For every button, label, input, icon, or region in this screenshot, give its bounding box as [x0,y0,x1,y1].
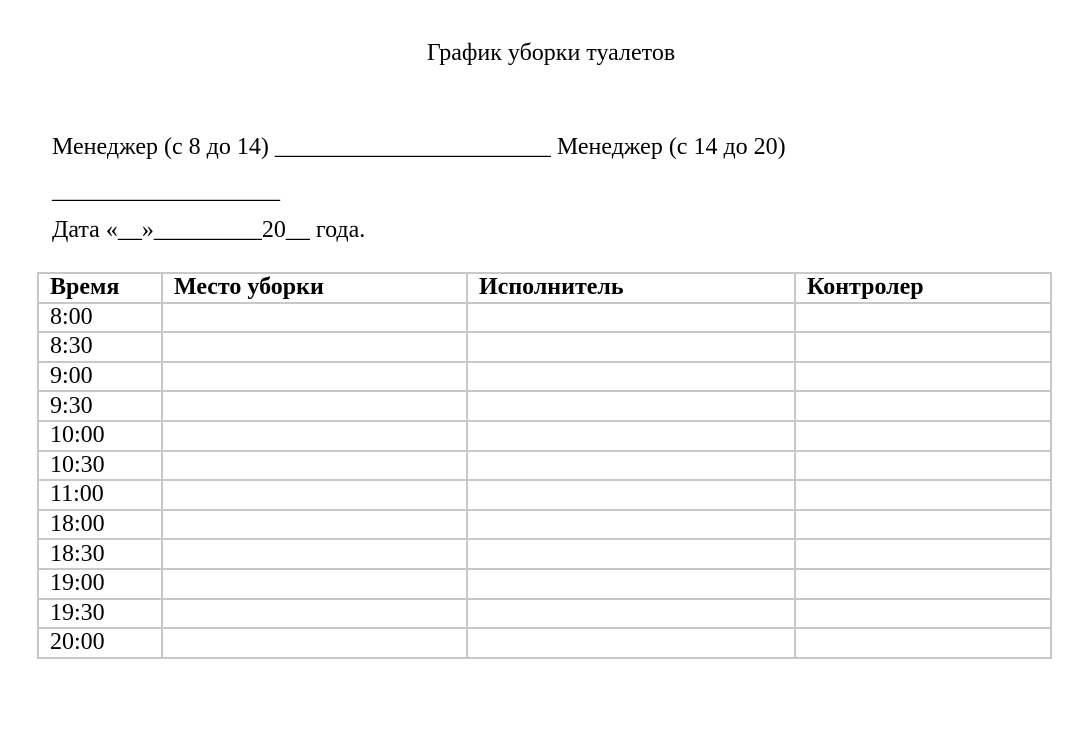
header-time: Время [38,273,162,303]
place-cell [162,599,467,629]
controller-cell [795,391,1051,421]
place-cell [162,362,467,392]
executor-cell [467,480,795,510]
executor-cell [467,510,795,540]
managers-signature-line: Менеджер (с 8 до 14) _______________________ Менеджер (с 14 до 20) ___________________ [52,134,786,204]
header-place: Место уборки [162,273,467,303]
executor-cell [467,391,795,421]
table-row [38,362,1051,392]
controller-cell [795,421,1051,451]
controller-cell [795,303,1051,333]
executor-cell [467,599,795,629]
table-header-row [38,273,1051,303]
executor-cell [467,362,795,392]
place-cell [162,569,467,599]
time-cell: 10:30 [38,451,162,481]
time-cell: 9:00 [38,362,162,392]
place-cell [162,480,467,510]
place-cell [162,303,467,333]
place-cell [162,451,467,481]
controller-cell [795,362,1051,392]
table-row [38,628,1051,658]
place-cell [162,421,467,451]
table-row [38,421,1051,451]
time-cell: 18:00 [38,510,162,540]
time-cell: 11:00 [38,480,162,510]
place-cell [162,539,467,569]
executor-cell [467,569,795,599]
header-executor: Исполнитель [467,273,795,303]
controller-cell [795,480,1051,510]
table-row [38,510,1051,540]
table-row [38,451,1051,481]
controller-cell [795,451,1051,481]
controller-cell [795,599,1051,629]
executor-cell [467,303,795,333]
executor-cell [467,539,795,569]
place-cell [162,391,467,421]
time-cell: 10:00 [38,421,162,451]
place-cell [162,628,467,658]
time-cell: 20:00 [38,628,162,658]
date-line: Дата «__»_________20__ года. [52,217,366,243]
executor-cell [467,332,795,362]
document-title: График уборки туалетов [426,40,676,66]
time-cell: 19:00 [38,569,162,599]
table-row [38,391,1051,421]
controller-cell [795,332,1051,362]
table-row [38,303,1051,333]
time-cell: 19:30 [38,599,162,629]
place-cell [162,332,467,362]
time-cell: 18:30 [38,539,162,569]
time-cell: 8:00 [38,303,162,333]
controller-cell [795,569,1051,599]
time-cell: 9:30 [38,391,162,421]
cleaning-schedule-table [37,272,1052,659]
executor-cell [467,451,795,481]
place-cell [162,510,467,540]
table-row [38,332,1051,362]
executor-cell [467,421,795,451]
controller-cell [795,510,1051,540]
executor-cell [467,628,795,658]
header-controller: Контролер [795,273,1051,303]
table-row [38,569,1051,599]
controller-cell [795,628,1051,658]
table-row [38,480,1051,510]
table-row [38,539,1051,569]
time-cell: 8:30 [38,332,162,362]
table-row [38,599,1051,629]
controller-cell [795,539,1051,569]
